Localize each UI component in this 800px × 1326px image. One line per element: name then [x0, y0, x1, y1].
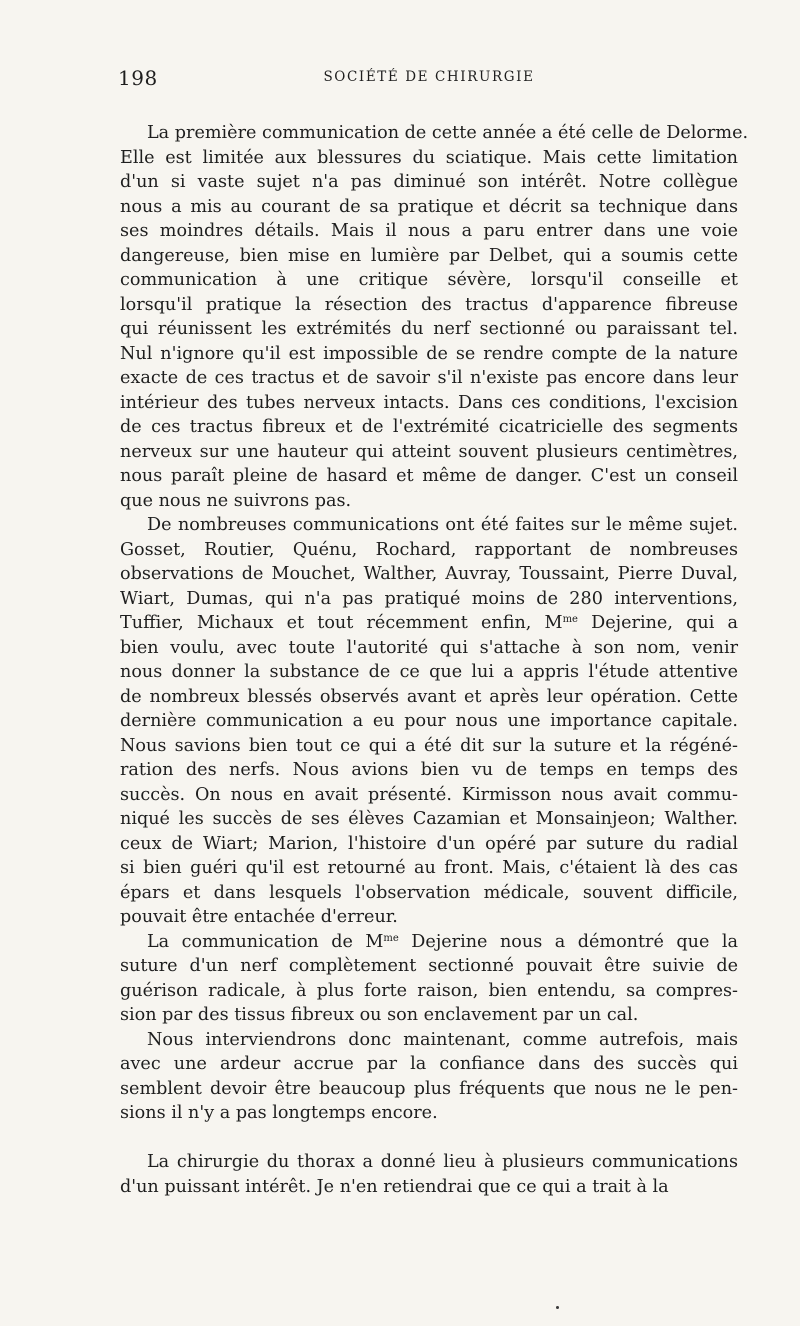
text-segment: Dejerine, qui a	[577, 613, 739, 633]
text-segment: Dejerine nous a démontré que la	[398, 931, 738, 952]
text-line: d'un si vaste sujet n'a pas diminué son intérêt. Notre collègue	[120, 172, 738, 192]
text-line: lorsqu'il pratique la résection des tractus d'apparence fibreuse	[120, 294, 738, 315]
text-segment: La communication de M	[147, 931, 384, 952]
text-line: épars et dans lesquels l'observation médicale, souvent difficile,	[120, 882, 738, 903]
text-line: Wiart, Dumas, qui n'a pas pratiqué moins de 280 interventions,	[120, 588, 738, 609]
text-line: communication à une critique sévère, lorsqu'il conseille et	[120, 270, 738, 290]
text-line: exacte de ces tractus et de savoir s'il n'existe pas encore dans leur	[120, 368, 738, 388]
text-line: ceux de Wiart; Marion, l'histoire d'un opéré par suture du radial	[120, 833, 738, 854]
text-line: Nous interviendrons donc maintenant, comme autrefois, mais	[147, 1029, 738, 1050]
body-text	[120, 121, 749, 1199]
text-line: d'un puissant intérêt. Je n'en retiendrai que ce qui a trait à la	[120, 1176, 669, 1197]
page-number: 198	[118, 66, 158, 90]
paragraph-gap	[120, 1126, 738, 1151]
running-title: SOCIÉTÉ DE CHIRURGIE	[323, 69, 535, 85]
text-line: observations de Mouchet, Walther, Auvray, Toussaint, Pierre Duval,	[120, 564, 738, 584]
text-line: nous a mis au courant de sa pratique et décrit sa technique dans	[120, 196, 738, 217]
text-line: Elle est limitée aux blessures du sciatique. Mais cette limitation	[120, 147, 738, 168]
text-line-with-superscript	[120, 930, 738, 955]
text-line: nerveux sur une hauteur qui atteint souvent plusieurs centimètres,	[120, 441, 738, 462]
paragraph-communications	[120, 513, 738, 930]
text-line: de ces tractus fibreux et de l'extrémité cicatricielle des segments	[120, 417, 738, 437]
paragraph-conclusion	[120, 1028, 738, 1126]
print-speck	[556, 1306, 559, 1309]
text-line: avec une ardeur accrue par la confiance dans des succès qui	[120, 1054, 738, 1074]
text-line: pouvait être entachée d'erreur.	[120, 907, 398, 927]
text-line: guérison radicale, à plus forte raison, bien entendu, sa compres-	[120, 980, 738, 1001]
text-line: dernière communication a eu pour nous une importance capitale.	[120, 711, 738, 731]
text-line: bien voulu, avec toute l'autorité qui s'attache à son nom, venir	[120, 637, 738, 658]
paragraph-dejerine	[120, 930, 738, 1028]
superscript: me	[383, 932, 399, 944]
text-line: La chirurgie du thorax a donné lieu à plusieurs communications	[147, 1152, 738, 1172]
text-line: De nombreuses communications ont été faites sur le même sujet.	[147, 515, 738, 535]
text-line: qui réunissent les extrémités du nerf sectionné ou paraissant tel.	[120, 319, 738, 339]
text-line: nous donner la substance de ce que lui a appris l'étude attentive	[120, 662, 738, 682]
text-line: nous paraît pleine de hasard et même de danger. C'est un conseil	[120, 466, 738, 486]
text-line: de nombreux blessés observés avant et après leur opération. Cette	[120, 686, 738, 707]
paragraph-delorme	[120, 121, 749, 513]
text-line: niqué les succès de ses élèves Cazamian et Monsainjeon; Walther.	[120, 809, 738, 829]
page-header	[118, 66, 740, 90]
text-line-with-superscript	[120, 611, 738, 636]
text-line: semblent devoir être beaucoup plus fréquents que nous ne le pen-	[120, 1078, 738, 1099]
text-line: dangereuse, bien mise en lumière par Delbet, qui a soumis cette	[120, 245, 738, 266]
text-line: sion par des tissus fibreux ou son enclavement par un cal.	[120, 1005, 639, 1025]
text-segment: Tuffier, Michaux et tout récemment enfin, M	[120, 613, 563, 633]
text-line: si bien guéri qu'il est retourné au front. Mais, c'étaient là des cas	[120, 858, 738, 878]
text-line: intérieur des tubes nerveux intacts. Dans ces conditions, l'excision	[120, 392, 738, 413]
text-line: succès. On nous en avait présenté. Kirmisson nous avait commu-	[120, 784, 738, 805]
text-line: Nul n'ignore qu'il est impossible de se rendre compte de la nature	[120, 343, 738, 364]
text-line: La première communication de cette année a été celle de Delorme.	[147, 123, 749, 143]
text-line: que nous ne suivrons pas.	[120, 490, 352, 511]
text-line: Nous savions bien tout ce qui a été dit sur la suture et la régéné-	[120, 735, 738, 756]
text-line: Gosset, Routier, Quénu, Rochard, rapportant de nombreuses	[120, 539, 738, 560]
paragraph-thorax	[120, 1150, 738, 1199]
text-line: ses moindres détails. Mais il nous a paru entrer dans une voie	[120, 221, 738, 241]
text-line: ration des nerfs. Nous avions bien vu de temps en temps des	[120, 760, 738, 780]
text-line: sions il n'y a pas longtemps encore.	[120, 1103, 438, 1123]
text-line: suture d'un nerf complètement sectionné pouvait être suivie de	[120, 956, 738, 976]
superscript: me	[562, 614, 578, 625]
